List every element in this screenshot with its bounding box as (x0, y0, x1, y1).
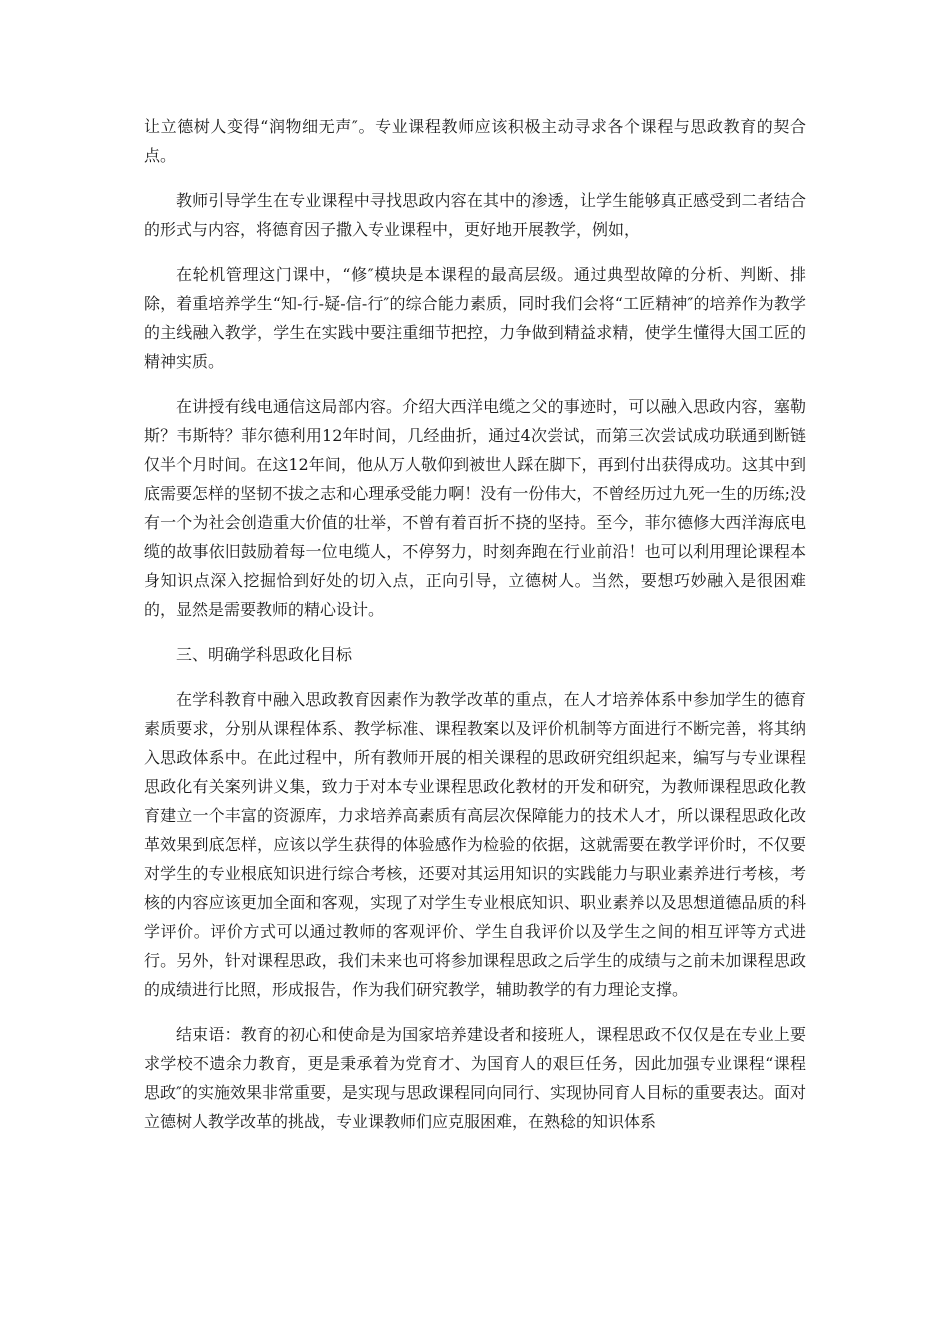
document-body (144, 112, 806, 1152)
paragraph-continuation: 让立德树人变得“润物细无声″。专业课程教师应该积极主动寻求各个课程与思政教育的契合点。 (144, 117, 806, 165)
section-heading: 三、明确学科思政化目标 (176, 645, 353, 664)
paragraph-engine-management: 在轮机管理这门课中，“修″模块是本课程的最高层级。通过典型故障的分析、判断、排除，着重培养学生“知-行-疑-信-行″的综合能力素质，同时我们会将“工匠精神″的培养作为教学的主线融入教学，学生在实践中要注重细节把控，力争做到精益求精，使学生懂得大国工匠的精神实质。 (144, 265, 806, 371)
paragraph-cable-story: 在讲授有线电通信这局部内容。介绍大西洋电缆之父的事迹时，可以融入思政内容，塞勒斯？韦斯特？菲尔德利用12年时间，几经曲折，通过4次尝试，而第三次尝试成功联通到断链仅半个月时间。在这12年间，他从万人敬仰到被世人踩在脚下，再到付出获得成功。这其中到底需要怎样的坚韧不拔之志和心理承受能力啊！没有一份伟大，不曾经历过九死一生的历练;没有一个为社会创造重大价值的壮举，不曾有着百折不挠的坚持。至今，菲尔德修大西洋海底电缆的故事依旧鼓励着每一位电缆人，不停努力，时刻奔跑在行业前沿！也可以利用理论课程本身知识点深入挖掘恰到好处的切入点，正向引导，立德树人。当然，要想巧妙融入是很困难的，显然是需要教师的精心设计。 (144, 397, 806, 619)
paragraph-guidance: 教师引导学生在专业课程中寻找思政内容在其中的渗透，让学生能够真正感受到二者结合的形式与内容，将德育因子撒入专业课程中，更好地开展教学，例如， (144, 191, 806, 239)
paragraph-conclusion: 结束语：教育的初心和使命是为国家培养建设者和接班人，课程思政不仅仅是在专业上要求学校不遗余力教育，更是秉承着为党育才、为国育人的艰巨任务，因此加强专业课程“课程思政″的实施效果非常重要，是实现与思政课程同向同行、实现协同育人目标的重要表达。面对立德树人教学改革的挑战，专业课教师们应克服困难，在熟稔的知识体系 (144, 1025, 806, 1131)
paragraph-evaluation: 在学科教育中融入思政教育因素作为教学改革的重点，在人才培养体系中参加学生的德育素质要求，分别从课程体系、教学标准、课程教案以及评价机制等方面进行不断完善，将其纳入思政体系中。在此过程中，所有教师开展的相关课程的思政研究组织起来，编写与专业课程思政化有关案列讲义集，致力于对本专业课程思政化教材的开发和研究，为教师课程思政化教育建立一个丰富的资源库，力求培养高素质有高层次保障能力的技术人才，所以课程思政化改革效果到底怎样，应该以学生获得的体验感作为检验的依据，这就需要在教学评价时，不仅要对学生的专业根底知识进行综合考核，还要对其运用知识的实践能力与职业素养进行考核，考核的内容应该更加全面和客观，实现了对学生专业根底知识、职业素养以及思想道德品质的科学评价。评价方式可以通过教师的客观评价、学生自我评价以及学生之间的相互评等方式进行。另外，针对课程思政，我们未来也可将参加课程思政之后学生的成绩与之前未加课程思政的成绩进行比照，形成报告，作为我们研究教学，辅助教学的有力理论支撑。 (144, 690, 806, 999)
